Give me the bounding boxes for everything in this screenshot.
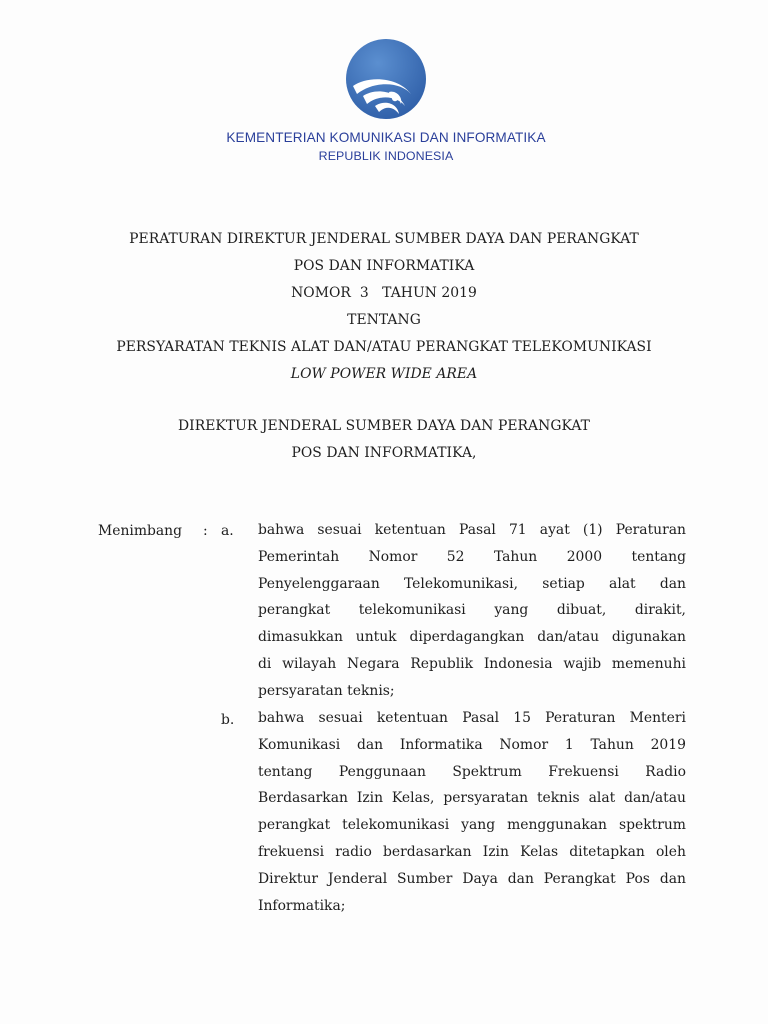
item-letter-a: a. <box>221 523 234 539</box>
consideration-b <box>258 705 686 919</box>
text-line: Direktur Jenderal Sumber Daya dan Perangkat Pos dan <box>258 870 686 887</box>
text-line: bahwa sesuai ketentuan Pasal 71 ayat (1) Peraturan <box>258 522 686 538</box>
item-letter-b: b. <box>221 712 235 728</box>
regulation-title-line-2: POS DAN INFORMATIKA <box>293 258 475 274</box>
logo <box>0 36 768 126</box>
text-line: persyaratan teknis; <box>258 682 395 699</box>
ministry-country: REPUBLIK INDONESIA <box>318 149 454 163</box>
regulation-subject: PERSYARATAN TEKNIS ALAT DAN/ATAU PERANGKAT TELEKOMUNIKASI <box>116 339 652 355</box>
regulation-title-line-1: PERATURAN DIREKTUR JENDERAL SUMBER DAYA DAN PERANGKAT <box>129 231 639 247</box>
issuer-line-1: DIREKTUR JENDERAL SUMBER DAYA DAN PERANGKAT <box>178 418 590 434</box>
text-line: bahwa sesuai ketentuan Pasal 15 Peraturan Menteri <box>258 710 686 726</box>
text-line: tentang Penggunaan Spektrum Frekuensi Radio <box>258 763 686 780</box>
text-line: perangkat telekomunikasi yang dibuat, dirakit, <box>258 602 686 619</box>
text-line: Penyelenggaraan Telekomunikasi, setiap alat dan <box>258 575 686 592</box>
regulation-subject-italic: LOW POWER WIDE AREA <box>290 366 478 382</box>
text-line: dimasukkan untuk diperdagangkan dan/atau digunakan <box>258 629 686 646</box>
consideration-a <box>258 517 686 705</box>
ministry-name: KEMENTERIAN KOMUNIKASI DAN INFORMATIKA <box>226 130 546 145</box>
text-line: perangkat telekomunikasi yang menggunakan spektrum <box>258 817 686 834</box>
text-line: frekuensi radio berdasarkan Izin Kelas ditetapkan oleh <box>258 843 686 860</box>
kominfo-logo-icon <box>345 36 427 122</box>
considering-label: Menimbang <box>98 523 183 539</box>
regulation-number: NOMOR 3 TAHUN 2019 <box>291 285 477 301</box>
text-line: Informatika; <box>258 897 346 914</box>
text-line: Berdasarkan Izin Kelas, persyaratan teknis alat dan/atau <box>258 790 686 807</box>
text-line: Komunikasi dan Informatika Nomor 1 Tahun 2019 <box>258 736 686 753</box>
regulation-about-label: TENTANG <box>347 312 421 328</box>
text-line: di wilayah Negara Republik Indonesia wajib memenuhi <box>258 655 686 672</box>
issuer-line-2: POS DAN INFORMATIKA, <box>291 445 477 461</box>
considering-colon: : <box>203 523 208 539</box>
text-line: Pemerintah Nomor 52 Tahun 2000 tentang <box>258 548 686 565</box>
